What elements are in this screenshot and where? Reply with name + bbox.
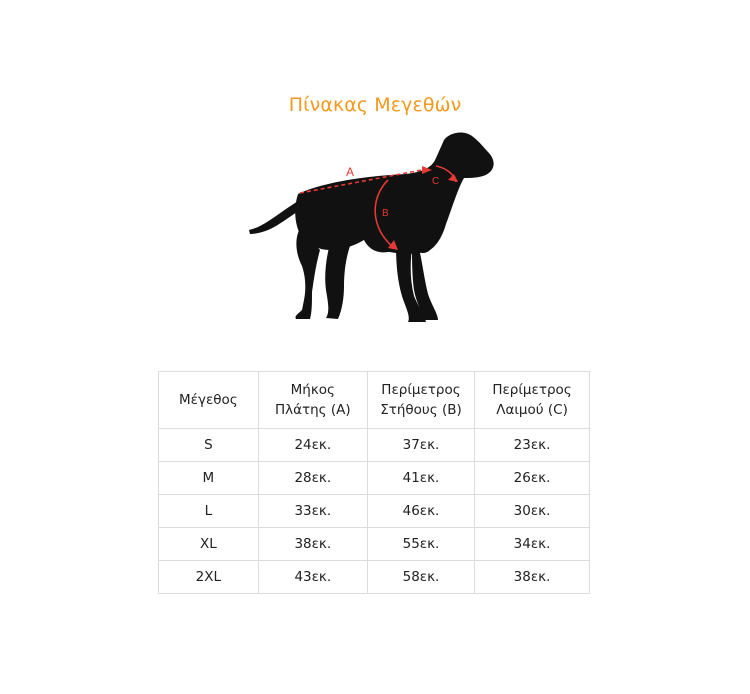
cell-back-length: 24εκ. bbox=[258, 429, 367, 462]
dog-silhouette bbox=[249, 133, 494, 322]
header-back-length bbox=[258, 372, 367, 429]
table-row bbox=[159, 462, 590, 495]
cell-chest-girth: 46εκ. bbox=[367, 495, 474, 528]
cell-chest-girth: 55εκ. bbox=[367, 528, 474, 561]
label-a: A bbox=[346, 165, 355, 179]
cell-size: S bbox=[159, 429, 259, 462]
cell-size: L bbox=[159, 495, 259, 528]
label-b: B bbox=[382, 208, 389, 219]
header-size: Μέγεθος bbox=[159, 372, 259, 429]
label-c: C bbox=[432, 176, 440, 187]
page-title: Πίνακας Μεγεθών bbox=[288, 94, 462, 116]
cell-back-length: 28εκ. bbox=[258, 462, 367, 495]
cell-neck-girth: 23εκ. bbox=[475, 429, 590, 462]
cell-neck-girth: 34εκ. bbox=[475, 528, 590, 561]
cell-neck-girth: 38εκ. bbox=[475, 561, 590, 594]
table-header-row bbox=[159, 372, 590, 429]
header-back-length-text: Μήκος Πλάτης (A) bbox=[274, 382, 351, 418]
cell-back-length: 43εκ. bbox=[258, 561, 367, 594]
cell-chest-girth: 41εκ. bbox=[367, 462, 474, 495]
cell-back-length: 38εκ. bbox=[258, 528, 367, 561]
header-neck-girth bbox=[475, 372, 590, 429]
header-chest-girth bbox=[367, 372, 474, 429]
cell-size: XL bbox=[159, 528, 259, 561]
cell-back-length: 33εκ. bbox=[258, 495, 367, 528]
cell-neck-girth: 26εκ. bbox=[475, 462, 590, 495]
size-table bbox=[158, 371, 590, 594]
cell-chest-girth: 58εκ. bbox=[367, 561, 474, 594]
header-chest-girth-text: Περίμετρος Στήθους (B) bbox=[380, 382, 462, 418]
dog-measurement-illustration bbox=[246, 128, 500, 328]
table-row bbox=[159, 429, 590, 462]
header-neck-girth-text: Περίμετρος Λαιμού (C) bbox=[492, 382, 572, 418]
table-row bbox=[159, 561, 590, 594]
cell-size: M bbox=[159, 462, 259, 495]
table-row bbox=[159, 495, 590, 528]
table-row bbox=[159, 528, 590, 561]
cell-size: 2XL bbox=[159, 561, 259, 594]
cell-neck-girth: 30εκ. bbox=[475, 495, 590, 528]
cell-chest-girth: 37εκ. bbox=[367, 429, 474, 462]
